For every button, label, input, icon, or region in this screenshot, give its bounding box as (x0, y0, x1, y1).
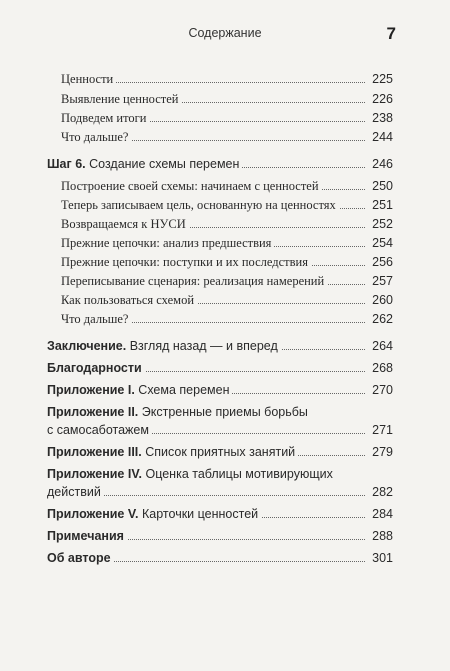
toc-entry-page: 226 (372, 92, 393, 106)
toc-entry-title: Возвращаемся к НУСИ (61, 215, 189, 233)
toc-entry-page: 252 (372, 217, 393, 231)
toc-chapter-title: Об авторе (47, 549, 114, 567)
toc-entry-page: 282 (372, 485, 393, 499)
chapter-name: Взгляд назад — и вперед (129, 339, 278, 353)
chapter-label: Шаг 6. (47, 157, 86, 171)
chapter-name: Создание схемы перемен (89, 157, 240, 171)
chapter-name: Экстренные приемы борьбы (141, 405, 308, 419)
toc-entry[interactable] (61, 196, 393, 214)
toc-acknowledgements[interactable] (47, 359, 393, 377)
chapter-label: Приложение III. (47, 445, 142, 459)
toc-entry[interactable] (61, 310, 393, 328)
toc-entry-page: 301 (372, 551, 393, 565)
toc-entry-title: Переписывание сценария: реализация намерений (61, 272, 327, 290)
toc-entry[interactable] (61, 70, 393, 88)
toc-entry[interactable] (61, 234, 393, 252)
toc-entry-page: 225 (372, 72, 393, 86)
toc-entry-title: Ценности (61, 70, 116, 88)
toc-appendix-4[interactable] (47, 483, 393, 501)
toc-appendix-1[interactable] (47, 381, 393, 399)
toc-entry-page: 251 (372, 198, 393, 212)
toc-about-author[interactable] (47, 549, 393, 567)
toc-entry-title: Прежние цепочки: анализ предшествия (61, 234, 274, 252)
toc-chapter-title: Примечания (47, 527, 127, 545)
toc-entry-page: 254 (372, 236, 393, 250)
chapter-label: Приложение V. (47, 507, 139, 521)
toc-entry-title: Что дальше? (61, 310, 131, 328)
toc-entry-page: 270 (372, 383, 393, 397)
toc-entry-page: 238 (372, 111, 393, 125)
page-title: Содержание (188, 26, 262, 40)
toc-chapter-title (47, 443, 298, 461)
toc-entry-page: 257 (372, 274, 393, 288)
toc-appendix-5[interactable] (47, 505, 393, 523)
toc-entry-page: 262 (372, 312, 393, 326)
toc-entry[interactable] (61, 215, 393, 233)
toc-entry-page: 279 (372, 445, 393, 459)
toc-entry-page: 288 (372, 529, 393, 543)
chapter-name: Оценка таблицы мотивирующих (145, 467, 333, 481)
toc-chapter-title (47, 381, 232, 399)
chapter-name: Список приятных занятий (145, 445, 296, 459)
toc-entry-page: 260 (372, 293, 393, 307)
page-number: 7 (386, 24, 396, 43)
toc-entry-title: Теперь записываем цель, основанную на ценностях (61, 196, 339, 214)
toc-entry[interactable] (61, 253, 393, 271)
chapter-name-continued: действий (47, 483, 104, 501)
toc-entry[interactable] (61, 291, 393, 309)
toc-entry-title: Подведем итоги (61, 109, 150, 127)
toc-entry-title: Что дальше? (61, 128, 131, 146)
toc-chapter-title (47, 505, 261, 523)
toc-entry-title: Выявление ценностей (61, 90, 182, 108)
toc-chapter-step-6[interactable] (47, 155, 393, 173)
toc-entry-page: 246 (372, 157, 393, 171)
toc-entry[interactable] (61, 272, 393, 290)
chapter-label: Приложение II. (47, 405, 139, 419)
page-header (0, 24, 450, 46)
toc-entry-page: 256 (372, 255, 393, 269)
chapter-name: Схема перемен (138, 383, 230, 397)
toc-entry[interactable] (61, 90, 393, 108)
toc-appendix-2-line1[interactable] (47, 403, 308, 421)
toc-entry[interactable] (61, 109, 393, 127)
toc-conclusion[interactable] (47, 337, 393, 355)
chapter-name-continued: с самосаботажем (47, 421, 152, 439)
toc-entry-page: 264 (372, 339, 393, 353)
toc-notes[interactable] (47, 527, 393, 545)
toc-entry-page: 244 (372, 130, 393, 144)
toc-entry-page: 250 (372, 179, 393, 193)
toc-chapter-title: Благодарности (47, 359, 145, 377)
toc-entry-title: Построение своей схемы: начинаем с ценностей (61, 177, 322, 195)
toc-entry-title: Как пользоваться схемой (61, 291, 197, 309)
chapter-name: Карточки ценностей (142, 507, 259, 521)
toc-entry[interactable] (61, 128, 393, 146)
chapter-label: Приложение I. (47, 383, 135, 397)
chapter-label: Заключение. (47, 339, 127, 353)
toc-appendix-4-line1[interactable] (47, 465, 333, 483)
toc-entry-page: 271 (372, 423, 393, 437)
toc-appendix-3[interactable] (47, 443, 393, 461)
chapter-label: Приложение IV. (47, 467, 142, 481)
toc-entry-page: 268 (372, 361, 393, 375)
toc-appendix-2[interactable] (47, 421, 393, 439)
toc-entry[interactable] (61, 177, 393, 195)
toc-entry-title: Прежние цепочки: поступки и их последствия (61, 253, 311, 271)
toc-chapter-title (47, 337, 281, 355)
toc-chapter-title (47, 155, 242, 173)
toc-entry-page: 284 (372, 507, 393, 521)
